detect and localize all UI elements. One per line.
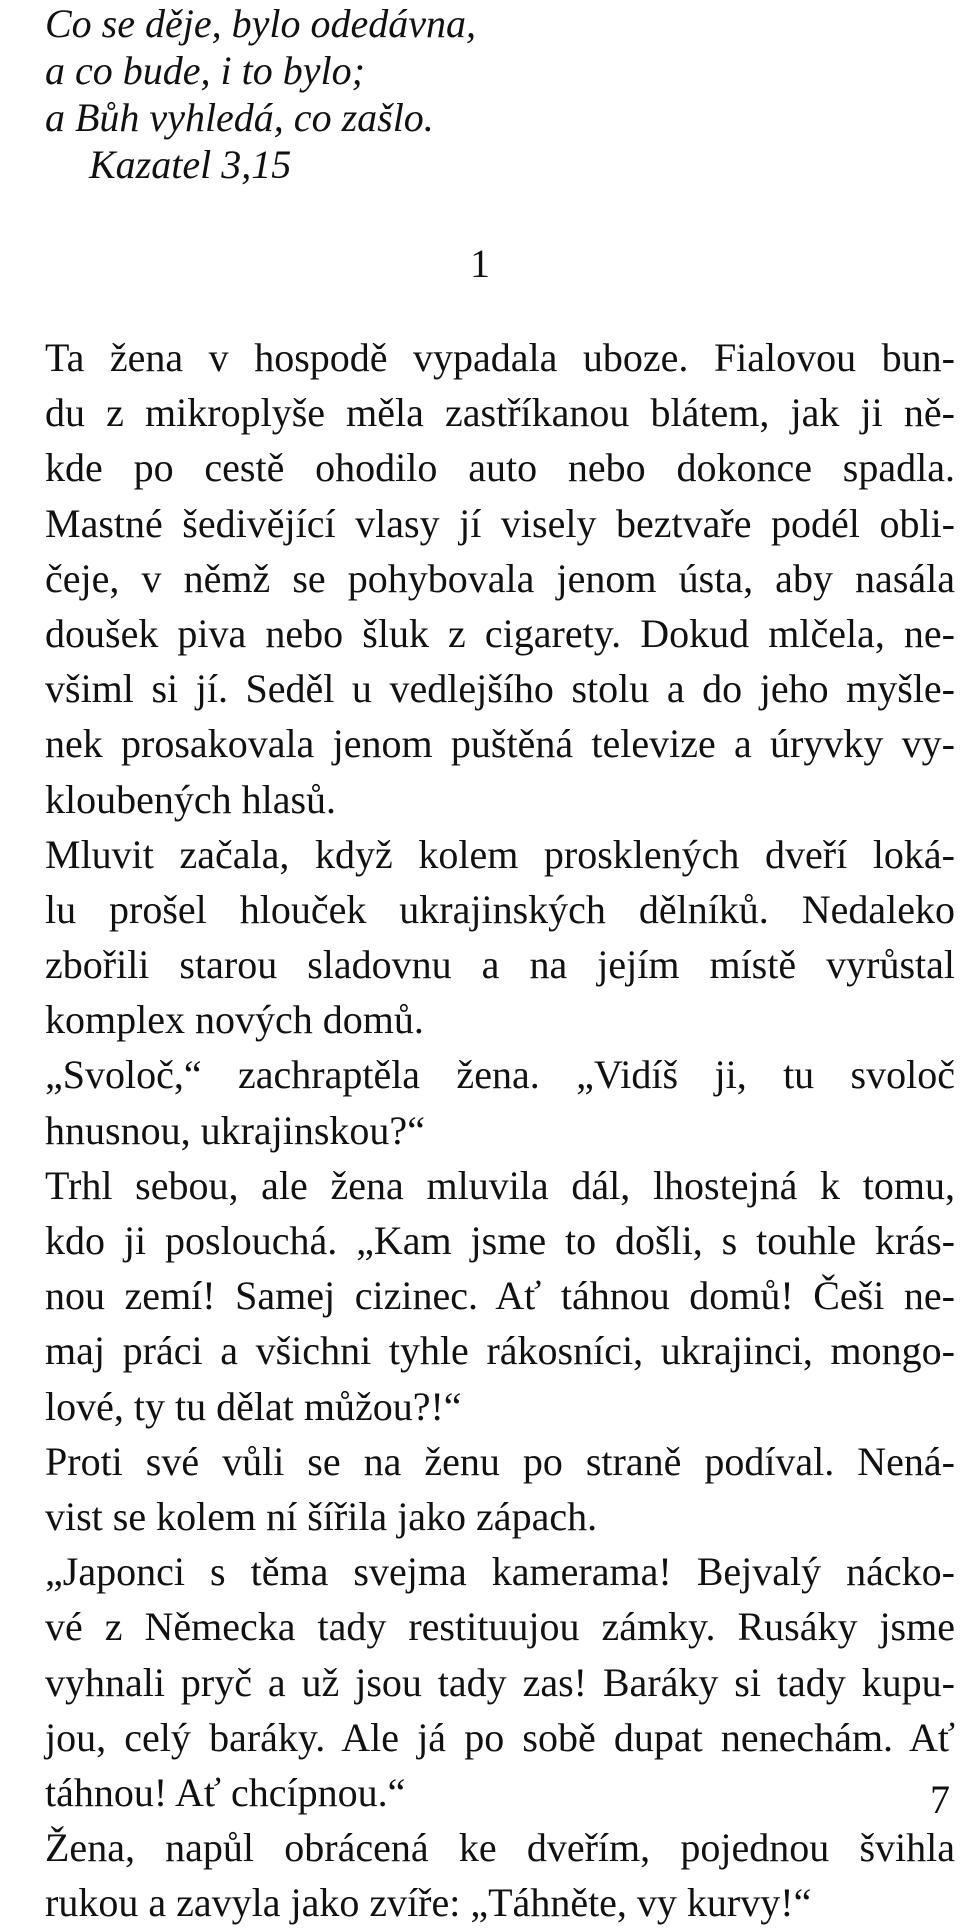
- text-line: hnusnou, ukrajinskou?“: [45, 1107, 425, 1153]
- text-line: táhnou! Ať chcípnou.“: [45, 1769, 406, 1815]
- page-number: 7: [930, 1777, 950, 1822]
- epigraph-source: Kazatel 3,15: [89, 142, 292, 187]
- text-line: nek prosakovala jenom puštěná televize a úryvky vy-: [45, 721, 955, 767]
- epigraph: [45, 0, 565, 188]
- text-line: nou zemí! Samej cizinec. Ať táhnou domů! Češi ne-: [45, 1273, 955, 1319]
- text-line: Proti své vůli se na ženu po straně podíval. Nená-: [45, 1438, 955, 1484]
- epigraph-line: a Bůh vyhledá, co zašlo.: [45, 95, 434, 140]
- text-line: „Japonci s těma svejma kamerama! Bejvalý nácko-: [45, 1549, 955, 1595]
- text-line: kdo ji poslouchá. „Kam jsme to došli, s touhle krás-: [45, 1218, 955, 1263]
- text-line: vé z Německa tady restituujou zámky. Rusáky jsme: [45, 1604, 955, 1650]
- text-line: Mastné šedivějící vlasy jí visely beztvaře podél obli-: [45, 500, 955, 546]
- text-line: zbořili starou sladovnu a na jejím místě vyrůstal: [45, 942, 955, 988]
- text-line: vyhnali pryč a už jsou tady zas! Baráky si tady kupu-: [45, 1659, 955, 1705]
- text-line: maj práci a všichni tyhle rákosníci, ukrajinci, mongo-: [45, 1328, 955, 1374]
- chapter-number: 1: [470, 241, 490, 286]
- text-line: rukou a zavyla jako zvíře: „Táhněte, vy kurvy!“: [45, 1880, 812, 1926]
- text-line: Ta žena v hospodě vypadala uboze. Fialovou bun-: [45, 335, 955, 380]
- text-line: komplex nových domů.: [45, 997, 424, 1043]
- text-line: du z mikroplyše měla zastříkanou blátem, jak ji ně-: [45, 390, 955, 436]
- epigraph-line: a co bude, i to bylo;: [45, 48, 365, 93]
- text-line: všiml si jí. Seděl u vedlejšího stolu a do jeho myšle-: [45, 666, 955, 712]
- text-line: „Svoloč,“ zachraptěla žena. „Vidíš ji, tu svoloč: [45, 1052, 955, 1098]
- text-line: čeje, v němž se pohybovala jenom ústa, aby nasála: [45, 555, 955, 601]
- text-line: jou, celý baráky. Ale já po sobě dupat nenechám. Ať: [45, 1714, 955, 1760]
- text-line: doušek piva nebo šluk z cigarety. Dokud mlčela, ne-: [45, 610, 955, 656]
- text-line: kde po cestě ohodilo auto nebo dokonce spadla.: [45, 445, 955, 491]
- text-line: kloubených hlasů.: [45, 776, 337, 822]
- text-line: lu prošel hlouček ukrajinských dělníků. Nedaleko: [45, 886, 955, 932]
- body-text: [45, 330, 955, 1930]
- text-line: Mluvit začala, když kolem prosklených dveří loká-: [45, 831, 955, 877]
- text-line: lové, ty tu dělat můžou?!“: [45, 1383, 462, 1429]
- text-line: vist se kolem ní šířila jako zápach.: [45, 1493, 598, 1539]
- text-line: Trhl sebou, ale žena mluvila dál, lhostejná k tomu,: [45, 1162, 955, 1208]
- text-line: Žena, napůl obrácená ke dveřím, pojednou švihla: [45, 1825, 955, 1871]
- epigraph-line: Co se děje, bylo odedávna,: [45, 1, 476, 46]
